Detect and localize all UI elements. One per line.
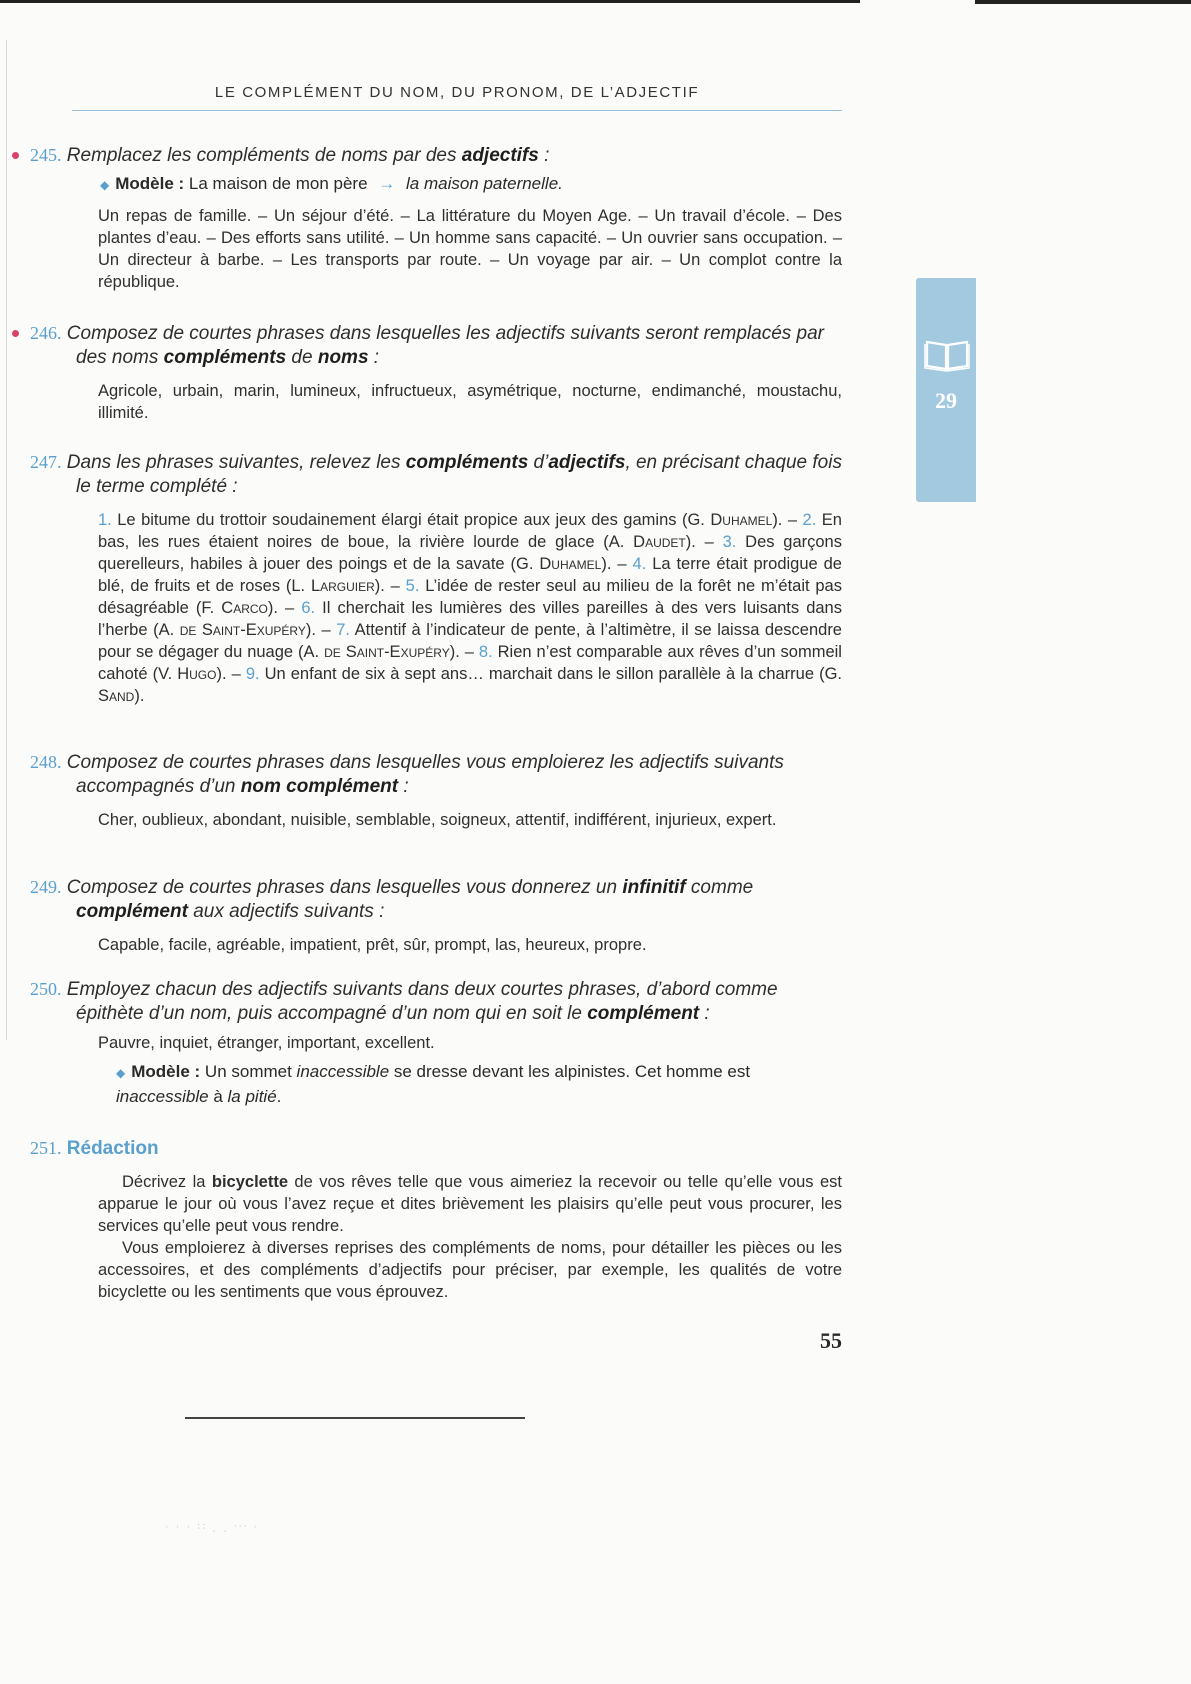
exercise-250-instruction: 250. Employez chacun des adjectifs suivants dans deux courtes phrases, d’abord comme épithète d’un nom, puis accompagné d’un nom qui en soit le complément :: [30, 979, 778, 1024]
author-name: Duhamel: [539, 555, 602, 573]
sentence-item: 7. Attentif à l’indicateur de pente, à l’altimètre, il se laissa descendre pour se dégager du nuage (A. de Saint-Exupéry).: [98, 621, 842, 661]
exercise-247-sentences: 1. Le bitume du trottoir soudainement élargi était propice aux jeux des gamins (G. Duhamel). – 2. En bas, les rues étaient noires de boue, la rivière lourde de glace (A. Daudet). – 3. Des garçons querelleurs, habiles à jouer des poings et de la savate (G. Duhamel). – 4. La terre était prodigue de blé, de fruits et de roses (L. Larguier). – 5. L’idée de rester seul au milieu de la forêt ne m’était pas désagréable (F. Carco). – 6. Il cherchait les lumières des villes pareilles à des vers luisants dans l’herbe (A. de Saint-Exupéry). – 7. Attentif à l’indicateur de pente, à l’altimètre, il se laissa descendre pour se dégager du nuage (A. de Saint-Exupéry). – 8. Rien n’est comparable aux rêves d’un sommeil cahoté (V. Hugo). – 9. Un enfant de six à sept ans… marchait dans le sillon parallèle à la charrue (G. Sand).: [98, 511, 842, 705]
sentence-number: 7.: [336, 621, 350, 639]
scan-edge-top-left: [0, 0, 860, 3]
exercise-246-instruction: 246. Composez de courtes phrases dans lesquelles les adjectifs suivants seront remplacés par des noms compléments de noms :: [30, 321, 842, 370]
redaction-paragraph: Vous emploierez à diverses reprises des compléments de noms, pour détailler les pièces ou les accessoires, et des compléments d’adjectifs pour préciser, par exemple, les qualités de votre bicyclette ou les sentiments que vous éprouvez.: [98, 1239, 842, 1301]
exercise-245-text: Un repas de famille. – Un séjour d’été. – La littérature du Moyen Age. – Un travail d’école. – Des plantes d’eau. – Des efforts sans utilité. – Un homme sans capacité. – Un ouvrier sans occupation. – Un directeur à barbe. – Les transports par route. – Un voyage par air. – Un complot contre la république.: [98, 207, 842, 291]
exercise-249-instruction: 249. Composez de courtes phrases dans lesquelles vous donnerez un infinitif comme complément aux adjectifs suivants :: [30, 877, 754, 922]
exercise-251: [30, 1136, 842, 1303]
sentence-item: 5. L’idée de rester seul au milieu de la forêt ne m’était pas désagréable (F. Carco).: [98, 577, 842, 617]
sentence-item: 6. Il cherchait les lumières des villes pareilles à des vers luisants dans l’herbe (A. de Saint-Exupéry).: [98, 599, 842, 639]
running-head: LE COMPLÉMENT DU NOM, DU PRONOM, DE L’ADJECTIF: [214, 84, 700, 101]
exercise-247-instruction: 247. Dans les phrases suivantes, relevez les compléments d’adjectifs, en précisant chaque fois le terme complété :: [30, 452, 842, 497]
exercise-246: [30, 321, 842, 424]
sentence-item: 4. La terre était prodigue de blé, de fruits et de roses (L. Larguier).: [98, 555, 842, 595]
author-name: Daudet: [633, 533, 686, 551]
exercise-250-model: ◆ Modèle : Un sommet inaccessible se dresse devant les alpinistes. Cet homme est inaccessible à la pitié.: [116, 1062, 751, 1106]
exercise-249-text: Capable, facile, agréable, impatient, prêt, sûr, prompt, las, heureux, propre.: [98, 936, 647, 954]
exercise-number: 250.: [30, 979, 62, 999]
author-name: Sand: [98, 687, 135, 705]
scan-smudge: · · · ꞉꞉ ˎ ˏ ᐧᐧᐧ ·: [165, 1521, 259, 1533]
lozenge-icon: ◆: [100, 178, 110, 192]
page-number: 55: [820, 1328, 842, 1353]
exercise-number: 249.: [30, 877, 62, 897]
exercise-number: 247.: [30, 452, 62, 472]
author-name: de Saint-Exupéry: [179, 621, 306, 639]
sentence-number: 5.: [405, 577, 420, 595]
exercise-248-instruction: 248. Composez de courtes phrases dans lesquelles vous emploierez les adjectifs suivants accompagnés d’un nom complément :: [30, 752, 784, 797]
exercise-247: [30, 450, 842, 707]
sentence-number: 1.: [98, 511, 112, 529]
sentence-number: 4.: [632, 555, 647, 573]
author-name: Duhamel: [710, 511, 773, 529]
sentence-item: 1. Le bitume du trottoir soudainement élargi était propice aux jeux des gamins (G. Duhamel).: [98, 511, 783, 529]
bullet-dot: [12, 152, 19, 159]
open-book-icon: [924, 336, 970, 372]
exercise-245: [30, 143, 842, 293]
sentence-number: 9.: [245, 665, 260, 683]
exercise-250-text: Pauvre, inquiet, étranger, important, excellent.: [98, 1034, 435, 1052]
exercise-248: [30, 750, 842, 831]
redaction-title: Rédaction: [66, 1138, 159, 1159]
scan-edge-left: [6, 40, 7, 1040]
scan-edge-top-right: [975, 0, 1191, 4]
exercise-248-text: Cher, oublieux, abondant, nuisible, semblable, soigneux, attentif, indifférent, injurieux, expert.: [98, 811, 777, 829]
exercise-number: 251.: [30, 1138, 62, 1158]
sentence-item: 9. Un enfant de six à sept ans… marchait dans le sillon parallèle à la charrue (G. Sand).: [98, 665, 842, 705]
exercise-245-instruction: 245. Remplacez les compléments de noms par des adjectifs :: [30, 143, 842, 168]
sentence-item: 8. Rien n’est comparable aux rêves d’un sommeil cahoté (V. Hugo).: [98, 643, 842, 683]
bullet-dot: [12, 330, 19, 337]
running-head-rule: [72, 110, 842, 111]
author-name: Carco: [221, 599, 268, 617]
sentence-number: 8.: [478, 643, 493, 661]
redaction-paragraph: Décrivez la bicyclette de vos rêves telle que vous aimeriez la recevoir ou telle qu’elle vous est apparue le jour où vous l’avez reçue et dites brièvement les plaisirs qu’elle peut vous procurer, les services qu’elle peut vous rendre.: [98, 1173, 842, 1235]
lozenge-icon: ◆: [116, 1066, 126, 1080]
exercise-number: 246.: [30, 323, 62, 343]
exercise-251-text: [98, 1171, 842, 1303]
exercise-250: [30, 977, 842, 1109]
exercise-number: 245.: [30, 145, 62, 165]
chapter-tab: [916, 278, 976, 502]
author-name: de Saint-Exupéry: [324, 643, 450, 661]
author-name: Hugo: [177, 665, 217, 683]
footer-rule: [185, 1417, 525, 1419]
chapter-number: 29: [935, 388, 957, 413]
sentence-number: 2.: [802, 511, 817, 529]
sentence-number: 6.: [301, 599, 316, 617]
author-name: Larguier: [310, 577, 375, 595]
sentence-item: 3. Des garçons querelleurs, habiles à jouer des poings et de la savate (G. Duhamel).: [98, 533, 842, 573]
arrow-right-icon: →: [378, 174, 396, 193]
exercise-251-heading: [30, 1136, 842, 1161]
sentence-number: 3.: [722, 533, 737, 551]
exercise-245-model: ◆ Modèle : La maison de mon père → la maison paternelle.: [100, 174, 563, 193]
exercise-number: 248.: [30, 752, 62, 772]
sentence-item: 2. En bas, les rues étaient noires de boue, la rivière lourde de glace (A. Daudet).: [98, 511, 842, 551]
exercise-249: [30, 875, 842, 956]
exercise-246-text: Agricole, urbain, marin, lumineux, infructueux, asymétrique, nocturne, endimanché, moustachu, illimité.: [98, 382, 842, 422]
